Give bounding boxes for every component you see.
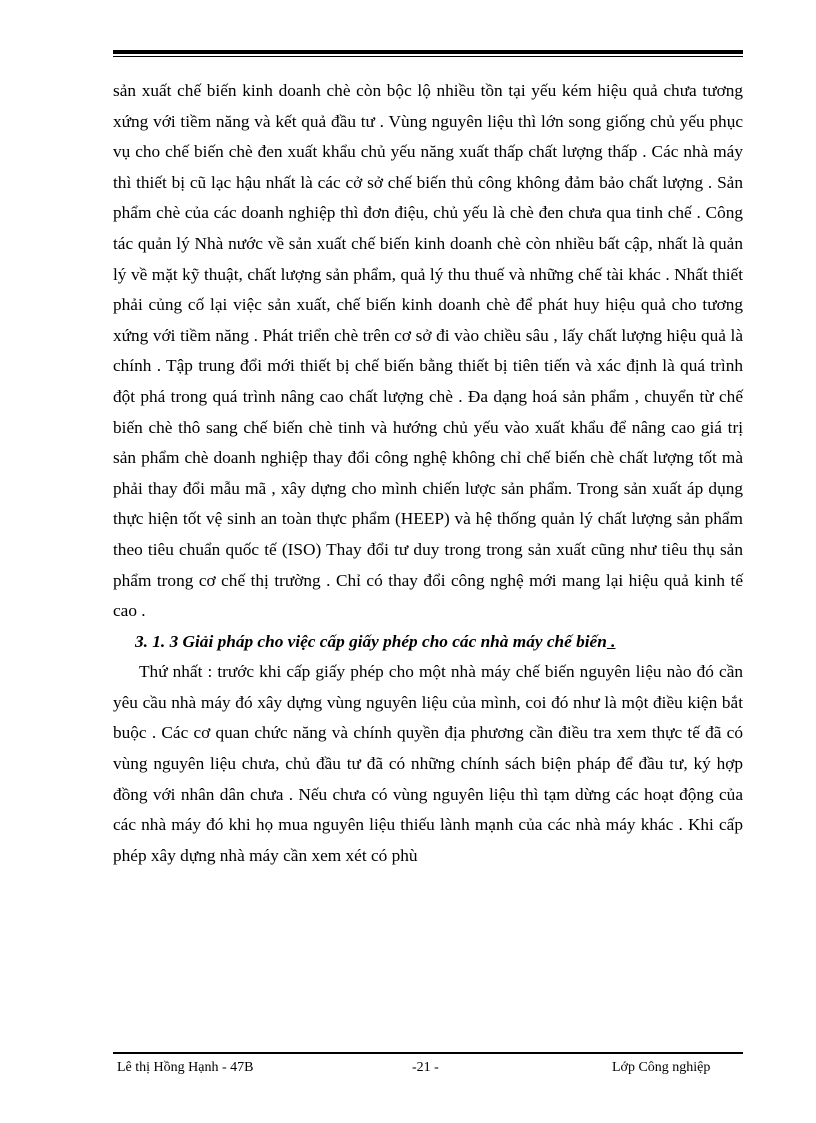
document-body [113, 76, 743, 871]
footer-class: Lớp Công nghiệp [612, 1060, 711, 1075]
footer-rule [113, 1052, 743, 1054]
body-paragraph-2: Thứ nhất : trước khi cấp giấy phép cho một nhà máy chế biến nguyên liệu nào đó cần yêu cầu nhà máy đó xây dựng vùng nguyên liệu của mình, coi đó như là một điều kiện bắt buộc . Các cơ quan chức năng và chính quyền địa phương cần điều tra xem thực tế đã có vùng nguyên liệu chưa, chủ đầu tư đã có những chính sách biện pháp để đầu tư, ký hợp đồng với nhân dân chưa . Nếu chưa có vùng nguyên liệu thì tạm dừng các hoạt động của các nhà máy đó khi họ mua nguyên liệu thiếu lành mạnh của các nhà máy khác . Khi cấp phép xây dựng nhà máy cần xem xét có phù [113, 662, 743, 865]
body-paragraph-1: sản xuất chế biến kinh doanh chè còn bộc lộ nhiều tồn tại yếu kém hiệu quả chưa tương xứng với tiềm năng và kết quả đầu tư . Vùng nguyên liệu thì lớn song giống chủ yếu phục vụ cho chế biến chè đen xuất khẩu chủ yếu năng xuất thấp chất lượng thấp . Các nhà máy thì thiết bị cũ lạc hậu nhất là các cở sở chế biến thủ công không đảm bảo chất lượng . Sản phẩm chè của các doanh nghiệp thì đơn điệu, chủ yếu là chè đen chưa qua tinh chế . Công tác quản lý Nhà nước về sản xuất chế biến kinh doanh chè còn nhiều bất cập, nhất là quản lý về mặt kỹ thuật, chất lượng sản phẩm, quả lý thu thuế và những chế tài khác . Nhất thiết phải củng cố lại việc sản xuất, chế biến kinh doanh chè để phát huy hiệu quả cho tương xứng với tiềm năng . Phát triển chè trên cơ sở đi vào chiều sâu , lấy chất lượng hiệu quả là chính . Tập trung đổi mới thiết bị chế biến bằng thiết bị tiên tiến và xác định là quá trình đột phá trong quá trình nâng cao chất lượng chè . Đa dạng hoá sản phẩm , chuyển từ chế biến chè thô sang chế biến chè tinh và hướng chủ yếu vào xuất khẩu để nâng cao giá trị sản phẩm chè doanh nghiệp thay đổi công nghệ không chỉ chế biến chè chất lượng tốt mà phải thay đổi mẫu mã , xây dựng cho mình chiến lược sản phẩm. Trong sản xuất áp dụng thực hiện tốt vệ sinh an toàn thực phẩm (HEEP) và hệ thống quản lý chất lượng sản phẩm theo tiêu chuẩn quốc tế (ISO) Thay đổi tư duy trong trong sản xuất cũng như tiêu thụ sản phẩm trong cơ chế thị trường . Chỉ có thay đổi công nghệ mới mang lại hiệu quả kinh tế cao . [113, 81, 743, 621]
section-heading [113, 627, 743, 658]
section-heading-text: 3. 1. 3 Giải pháp cho việc cấp giấy phép cho các nhà máy chế biến [135, 631, 607, 651]
header-rule-thin [113, 56, 743, 57]
footer-page-number: -21 - [412, 1060, 439, 1075]
footer-author: Lê thị Hồng Hạnh - 47B [117, 1060, 254, 1075]
header-rule-thick [113, 50, 743, 54]
section-heading-tail: . [606, 631, 616, 651]
